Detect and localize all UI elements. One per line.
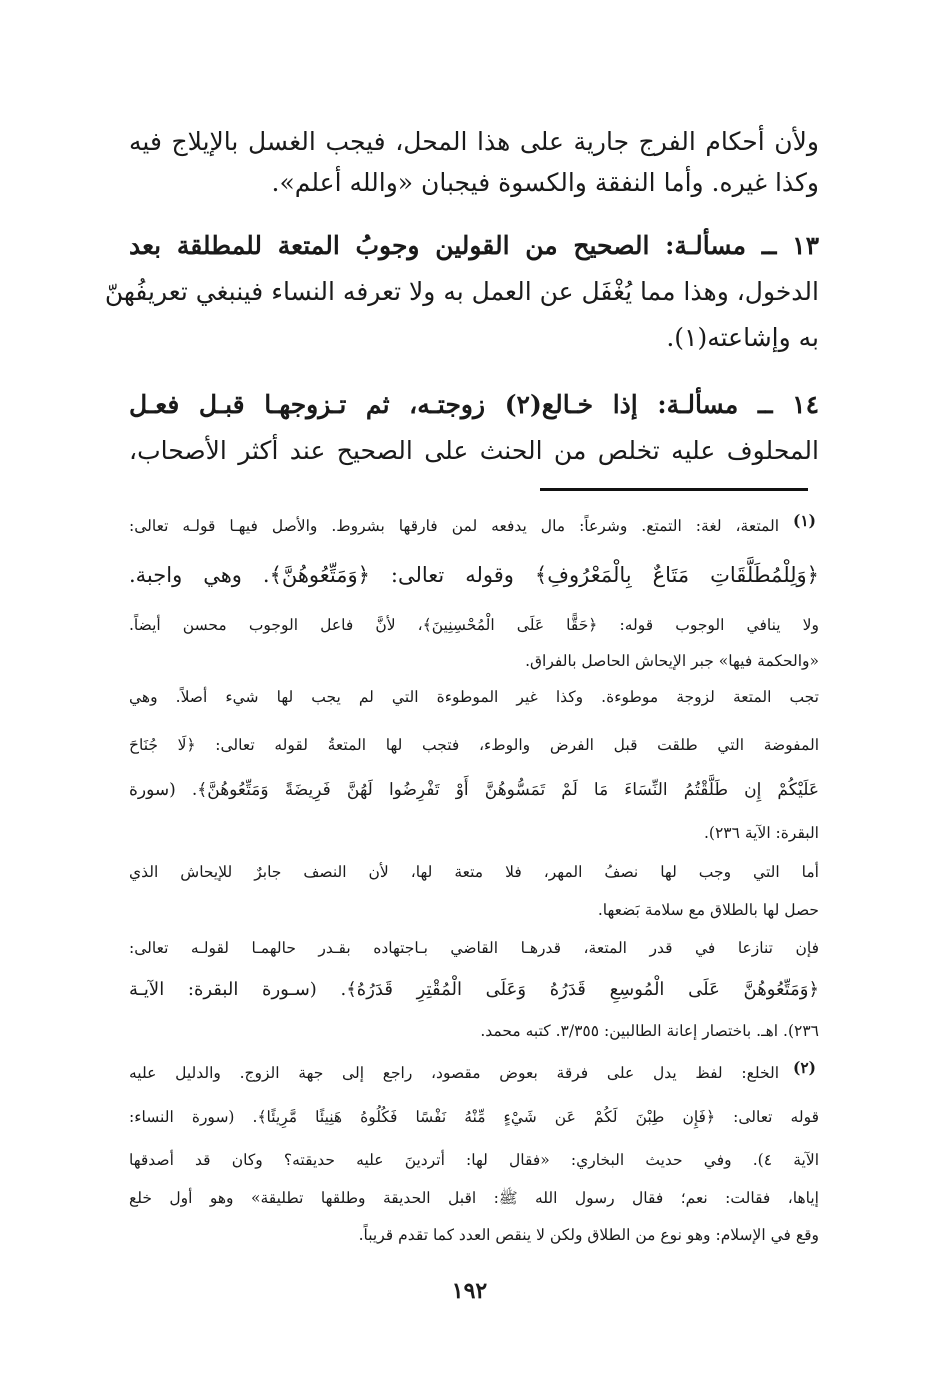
footnote-1-line-6: المفوضة التي طلقت قبل الفرض والوطء، فتجب لها المتعةُ لقوله تعالى: ﴿لَا جُنَاحَ [129,736,819,754]
footnote-1-line-1: المتعة، لغة: التمتع. وشرعاً: مال يدفعه لمن فارقها بشروط. والأصل فيهـا قولـه تعالى: [129,517,779,535]
footnote-2-marker: (٢) [792,1058,816,1077]
footnote-1-marker: (١) [792,511,816,530]
footnote-2-line-5: وقع في الإسلام: وهو نوع من الطلاق ولكن لا ينقص العدد كما تقدم قريباً. [358,1226,819,1244]
footnote-1-line-13: ٢٣٦). اهـ. باختصار إعانة الطالبين: ٣/٣٥٥. كتبه محمد. [480,1022,819,1040]
footnote-1-line-5: تجب المتعة لزوجة موطوءة. وكذا غير الموطوءة التي لم يجب لها شيء أصلاً. وهي [129,688,819,706]
issue-14-line-1: ١٤ ــ مسألـة: إذا خـالع(٢) زوجتـه، ثم تـزوجهـا قبـل فعـل [129,390,819,419]
footnote-2-line-3: الآية ٤). وفي حديث البخاري: «فقال لها: أتردينَ عليه حديقته؟ وكان قد أصدقها [129,1151,820,1169]
footnote-1-line-9: أما التي وجب لها نصفُ المهر، فلا متعة لها، لأن النصف جابرٌ للإيحاش الذي [129,863,819,881]
footnote-2-line-1: الخلع: لفظ يدل على فرقة بعوض مقصود، راجع إلى جهة الزوج. والدليل عليه [129,1064,779,1082]
footnote-1-line-3: ولا ينافي الوجوب قوله: ﴿حَقًّا عَلَى الْمُحْسِنِينَ﴾، لأنَّ فاعل الوجوب محسن أيضاً. [129,616,819,634]
footnote-1-line-10: حصل لها بالطلاق مع سلامة بَضعها. [597,901,819,919]
footnote-1-line-11: فإن تنازعا في قدر المتعة، قدرهـا القاضي بـاجتهاده بقـدر حالهمـا لقولـه تعالى: [129,939,819,957]
issue-13-line-3: به وإشاعته(١). [666,323,819,352]
issue-14-line-2: المحلوف عليه تخلص من الحنث على الصحيح عند أكثر الأصحاب، [129,436,819,465]
main-text-line-1: ولأن أحكام الفرج جارية على هذا المحل، فيجب الغسل بالإيلاج فيه [129,127,819,156]
page-number: ١٩٢ [451,1278,488,1304]
issue-13-line-1: ١٣ ــ مسألـة: الصحيح من القولين وجوبُ المتعة للمطلقة بعد [129,231,819,260]
footnote-2-line-4: إياها، فقالت: نعم؛ فقال رسول الله ﷺ: اقبل الحديقة وطلقها تطليقة» وهو أول خلع [129,1189,819,1207]
footnote-1-line-12: ﴿وَمَتِّعُوهُنَّ عَلَى الْمُوسِعِ قَدَرُهُ وَعَلَى الْمُقْتِرِ قَدَرُهُ﴾. (سـورة البقرة: الآيـة [129,979,819,1000]
footnote-1-line-4: «والحكمة فيها» جبر الإيحاش الحاصل بالفراق. [525,652,819,670]
footnote-1-line-7: عَلَيْكُمْ إِن طَلَّقْتُمُ النِّسَاءَ مَا لَمْ تَمَسُّوهُنَّ أَوْ تَفْرِضُوا لَهُنَّ فَرِيضَةً وَمَتِّعُوهُنَّ﴾. (سورة [129,780,819,800]
footnote-1-line-2: ﴿وَلِلْمُطَلَّقَاتِ مَتَاعٌ بِالْمَعْرُوفِ﴾ وقوله تعالى: ﴿وَمَتِّعُوهُنَّ﴾. وهي واجبة. [129,563,819,587]
footnote-2-line-2: قوله تعالى: ﴿فَإِن طِبْنَ لَكُمْ عَن شَيْءٍ مِّنْهُ نَفْسًا فَكُلُوهُ هَنِيئًا مَّرِيئًا﴾. (سورة النساء: [129,1108,819,1126]
footnote-separator [540,488,808,491]
issue-13-line-2: الدخول، وهذا مما يُغْفَل عن العمل به ولا تعرفه النساء فينبغي تعريفُهنّ [104,277,819,306]
main-text-line-2: وكذا غيره. وأما النفقة والكسوة فيجبان «والله أعلم». [271,168,819,197]
footnote-1-line-8: البقرة: الآية ٢٣٦). [703,824,819,842]
